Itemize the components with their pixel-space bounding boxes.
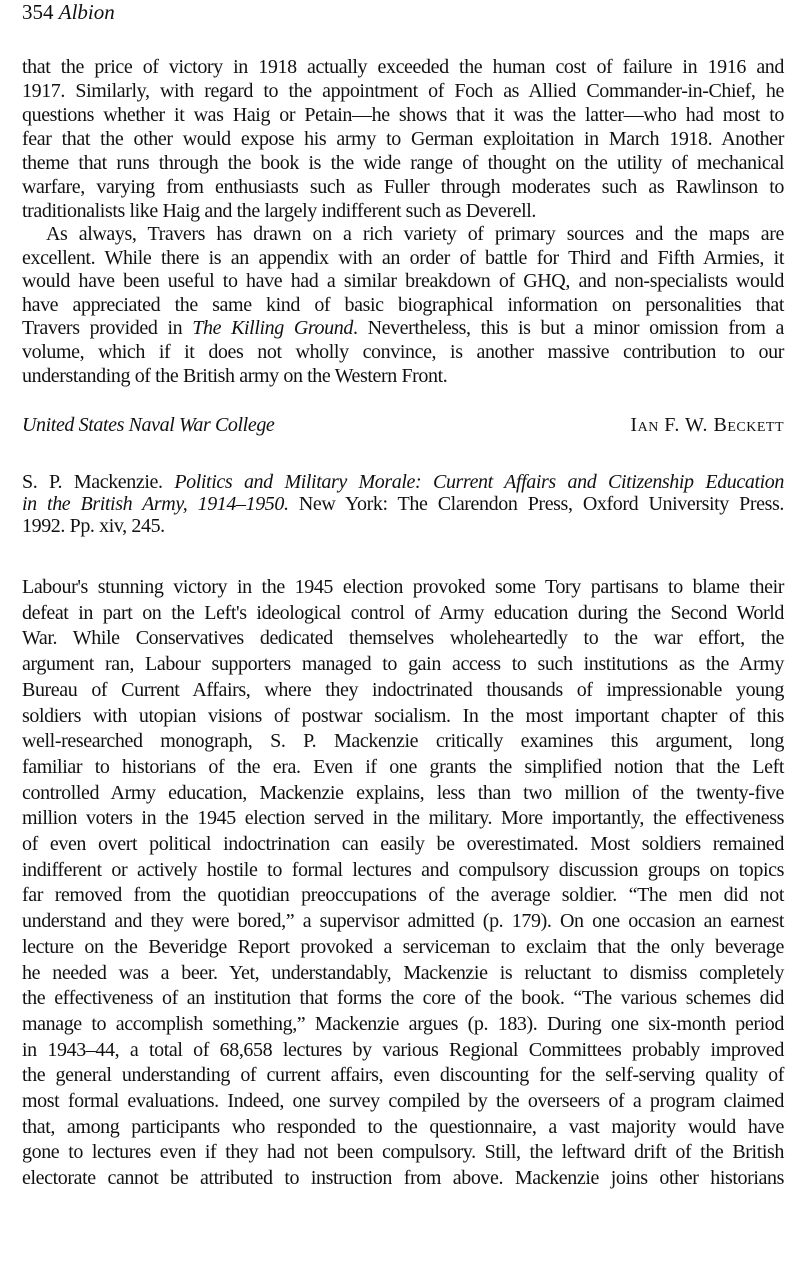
- text-line: [22, 493, 784, 515]
- text-line: far removed from the quotidian preoccupations of the average soldier. “The men did not: [22, 884, 784, 907]
- text-line: 1917. Similarly, with regard to the appointment of Foch as Allied Commander-in-Chief, he: [22, 80, 784, 102]
- italic-text: in the British Army, 1914–1950.: [22, 493, 289, 515]
- text-line: theme that runs through the book is the wide range of thought on the utility of mechanical: [22, 152, 784, 174]
- page-number: 354: [22, 0, 54, 24]
- text-line: volume, which if it does not wholly convince, is another massive contribution to our: [22, 340, 784, 363]
- text-line: Labour's stunning victory in the 1945 election provoked some Tory partisans to blame their: [22, 576, 784, 598]
- text-line: Bureau of Current Affairs, where they indoctrinated thousands of impressionable young: [22, 678, 784, 701]
- text-line: [22, 471, 784, 493]
- review1-paragraph-1: [22, 55, 784, 223]
- text-segment: Travers provided in: [22, 317, 193, 340]
- text-line: he needed was a beer. Yet, understandably, Mackenzie is reluctant to dismiss completely: [22, 961, 784, 984]
- text-line: the general understanding of current affairs, even discounting for the self-serving quality of: [22, 1064, 784, 1087]
- text-line: argument ran, Labour supporters managed to gain access to such institutions as the Army: [22, 653, 784, 676]
- text-line: questions whether it was Haig or Petain—he shows that it was the latter—who had most to: [22, 104, 784, 126]
- text-line: warfare, varying from enthusiasts such as Fuller through moderates such as Rawlinson to: [22, 176, 784, 198]
- text-line: controlled Army education, Mackenzie explains, less than two million of the twenty-five: [22, 781, 784, 804]
- text-line: would have been useful to have had a similar breakdown of GHQ, and non-specialists would: [22, 270, 784, 293]
- text-line: of even overt political indoctrination can easily be overestimated. Most soldiers remained: [22, 833, 784, 856]
- text-line: million voters in the 1945 election served in the military. More importantly, the effectiveness: [22, 807, 784, 830]
- text-line: understand and they were bored,” a supervisor admitted (p. 179). On one occasion an earnest: [22, 910, 784, 933]
- italic-text: Politics and Military Morale: Current Affairs and Citizenship Education: [174, 471, 784, 493]
- running-header: [22, 0, 784, 24]
- book-citation: [22, 471, 784, 537]
- text-line: the effectiveness of an institution that forms the core of the book. “The various schemes did: [22, 987, 784, 1010]
- text-line: most formal evaluations. Indeed, one survey compiled by the overseers of a program claimed: [22, 1090, 784, 1113]
- text-line: understanding of the British army on the Western Front.: [22, 364, 448, 387]
- text-line: soldiers with utopian visions of postwar socialism. In the most important chapter of this: [22, 704, 784, 727]
- review2-body: [22, 575, 784, 1192]
- italic-text: The Killing Ground: [192, 317, 353, 340]
- text-line: traditionalists like Haig and the largely indifferent such as Deverell.: [22, 200, 537, 222]
- text-line: manage to accomplish something,” Mackenzie argues (p. 183). During one six-month period: [22, 1012, 784, 1035]
- review1-paragraph-2: [22, 223, 784, 388]
- text-line: electorate cannot be attributed to instruction from above. Mackenzie joins other historians: [22, 1167, 784, 1190]
- text-line: that the price of victory in 1918 actually exceeded the human cost of failure in 1916 and: [22, 56, 784, 78]
- text-line: defeat in part on the Left's ideological control of Army education during the Second World: [22, 601, 784, 624]
- text-line: well-researched monograph, S. P. Mackenzie critically examines this argument, long: [22, 730, 784, 753]
- text-line: fear that the other would expose his army to German exploitation in March 1918. Another: [22, 128, 784, 150]
- text-line: in 1943–44, a total of 68,658 lectures by various Regional Committees probably improved: [22, 1038, 784, 1061]
- text-segment: S. P. Mackenzie.: [22, 471, 175, 493]
- text-line: [22, 317, 784, 341]
- journal-title: Albion: [58, 0, 115, 24]
- text-segment: New York: The Clarendon Press, Oxford University Press.: [288, 493, 784, 515]
- text-line: War. While Conservatives dedicated themselves wholeheartedly to the war effort, the: [22, 627, 784, 650]
- text-line: have appreciated the same kind of basic biographical information on personalities that: [22, 293, 784, 316]
- text-line: lecture on the Beveridge Report provoked a serviceman to exclaim that the only beverage: [22, 935, 784, 958]
- review-signature: [22, 413, 784, 437]
- text-line: 1992. Pp. xiv, 245.: [22, 515, 165, 537]
- text-line: excellent. While there is an appendix with an order of battle for Third and Fifth Armies, it: [22, 246, 784, 269]
- text-segment: . Nevertheless, this is but a minor omission from a: [352, 317, 784, 340]
- reviewer-affiliation: United States Naval War College: [22, 414, 275, 436]
- reviewer-name: Ian F. W. Beckett: [630, 414, 784, 436]
- text-line: indifferent or actively hostile to formal lectures and compulsory discussion groups on topics: [22, 858, 784, 881]
- text-line: that, among participants who responded to the questionnaire, a vast majority would have: [22, 1115, 784, 1138]
- text-line: As always, Travers has drawn on a rich variety of primary sources and the maps are: [46, 223, 784, 245]
- text-line: familiar to historians of the era. Even if one grants the simplified notion that the Left: [22, 755, 784, 778]
- text-line: gone to lectures even if they had not been compulsory. Still, the leftward drift of the British: [22, 1141, 784, 1164]
